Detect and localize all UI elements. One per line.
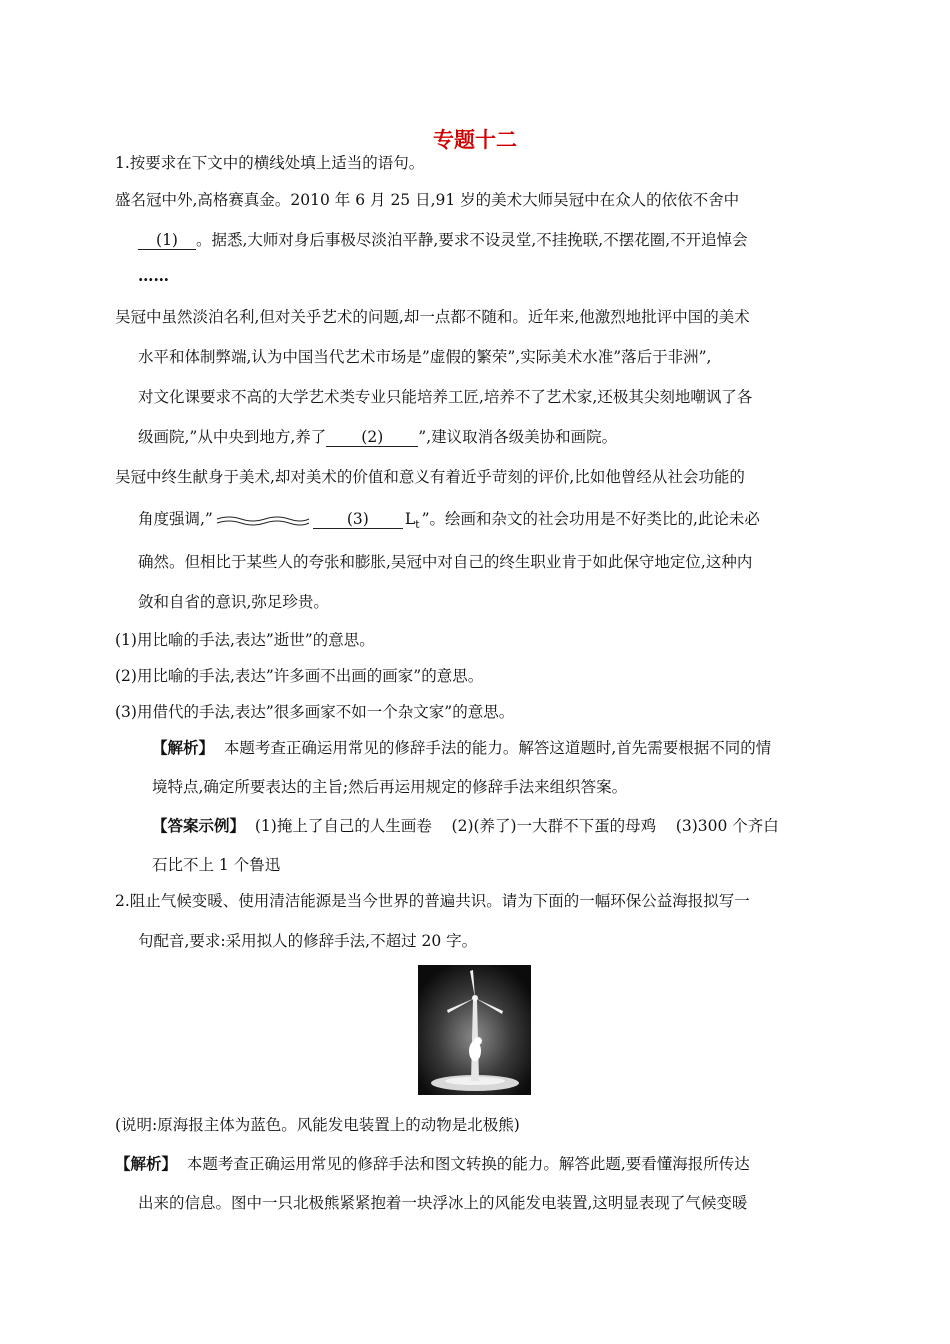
q1-p3-line4: 敛和自省的意识,弥足珍贵。 — [138, 593, 329, 611]
q1-p3-line1: 吴冠中终生献身于美术,却对美术的价值和意义有着近乎苛刻的评价,比如他曾经从社会功能的 — [115, 468, 745, 486]
q1-p1-line1: 盛名冠中外,高格赛真金。2010 年 6 月 25 日,91 岁的美术大师吴冠中在众人的依依不舍中 — [115, 191, 740, 209]
q1-req2: (2)用比喻的手法,表达”许多画不出画的画家”的意思。 — [115, 667, 484, 685]
answer-label: 【答案示例】 — [152, 816, 246, 835]
q1-analysis-line1: 【解析】 本题考查正确运用常见的修辞手法的能力。解答这道题时,首先需要根据不同的情 — [152, 738, 772, 757]
q1-req1: (1)用比喻的手法,表达”逝世”的意思。 — [115, 631, 375, 649]
q1-p2-line3: 对文化课要求不高的大学艺术类专业只能培养工匠,培养不了艺术家,还极其尖刻地嘲讽了各 — [138, 388, 753, 406]
q1-p2-line1: 吴冠中虽然淡泊名利,但对关乎艺术的问题,却一点都不随和。近年来,他激烈地批评中国的美术 — [115, 308, 750, 326]
q1-prompt: 1.按要求在下文中的横线处填上适当的语句。 — [115, 154, 425, 172]
q1-p3-line2: 角度强调,” (3) $L_t$ ”。绘画和杂文的社会功用是不好类比的,此论未必 — [138, 510, 760, 532]
poster-image — [418, 965, 531, 1095]
q2-prompt-line2: 句配音,要求:采用拟人的修辞手法,不超过 20 字。 — [138, 932, 478, 950]
q2-note: (说明:原海报主体为蓝色。风能发电装置上的动物是北极熊) — [115, 1116, 520, 1134]
q1-p2-line4: 级画院,”从中央到地方,养了 (2) ”,建议取消各级美协和画院。 — [138, 428, 618, 446]
blank-1: (1) — [138, 231, 196, 250]
blank-2: (2) — [326, 428, 418, 447]
q1-p2-line2: 水平和体制弊端,认为中国当代艺术市场是”虚假的繁荣”,实际美术水准”落后于非洲”, — [138, 348, 712, 366]
q2-analysis-line2: 出来的信息。图中一只北极熊紧紧抱着一块浮冰上的风能发电装置,这明显表现了气候变暖 — [138, 1194, 748, 1212]
q1-p1-line2: (1) 。据悉,大师对身后事极尽淡泊平静,要求不设灵堂,不挂挽联,不摆花圈,不开追悼会 — [138, 228, 748, 250]
q2-analysis-line1: 【解析】 本题考查正确运用常见的修辞手法和图文转换的能力。解答此题,要看懂海报所传达 — [115, 1154, 750, 1173]
blank-3-mark: $L_t$ — [404, 510, 420, 532]
analysis-label: 【解析】 — [152, 738, 215, 757]
q1-p1-line3: …… — [138, 266, 169, 285]
q1-p3-line3: 确然。但相比于某些人的夸张和膨胀,吴冠中对自己的终生职业肯于如此保守地定位,这种内 — [138, 553, 753, 571]
q1-answer-line2: 石比不上 1 个鲁迅 — [152, 856, 281, 874]
wavy-underline-mark — [215, 513, 311, 527]
q1-answer-line1: 【答案示例】 (1)掩上了自己的人生画卷 (2)(养了)一大群不下蛋的母鸡 (3)300 个齐白 — [152, 816, 779, 835]
blank-3: (3) — [313, 510, 403, 529]
analysis-label: 【解析】 — [115, 1154, 178, 1173]
q1-analysis-line2: 境特点,确定所要表达的主旨;然后再运用规定的修辞手法来组织答案。 — [152, 778, 628, 796]
page-title: 专题十二 — [433, 127, 517, 152]
q2-prompt-line1: 2.阻止气候变暖、使用清洁能源是当今世界的普遍共识。请为下面的一幅环保公益海报拟写一 — [115, 892, 750, 910]
q1-req3: (3)用借代的手法,表达”很多画家不如一个杂文家”的意思。 — [115, 703, 515, 721]
wind-turbine-polar-bear-illustration — [418, 965, 531, 1095]
